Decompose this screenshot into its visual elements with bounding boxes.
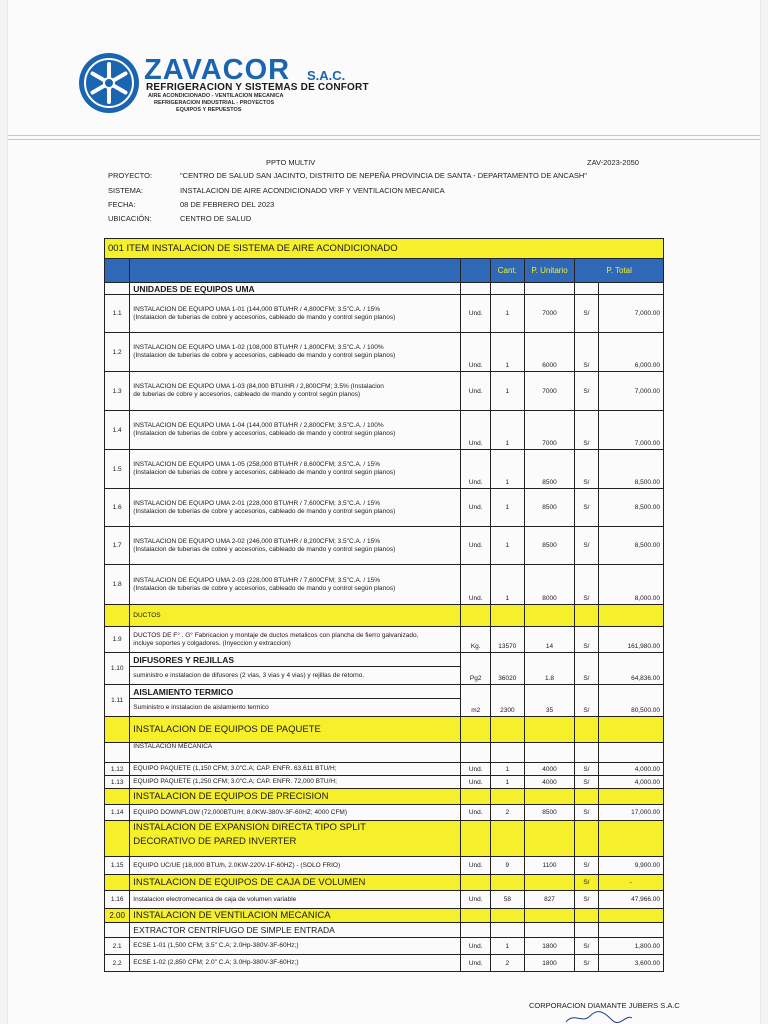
meta-fecha — [108, 200, 274, 209]
brand-subtitle: REFRIGERACION Y SISTEMAS DE CONFORT — [146, 82, 369, 93]
meta-value: 08 DE FEBRERO DEL 2023 — [180, 200, 275, 209]
col-header-unit-price: P. Unitario — [524, 259, 575, 283]
ductos-heading: DUCTOS — [130, 605, 461, 627]
mecanica-label: INSTALACION MECANICA — [130, 743, 461, 763]
table-row: 1.7 INSTALACION DE EQUIPO UMA 2-02 (246,000 BTU/HR / 8,200CFM; 3.5"C.A. / 15% (Instalacion de tuberias de cobre y accesorios, cableado de mando y control según planos) Und. 1 8500 S/ 8,500.00 — [105, 527, 664, 565]
vent-heading: INSTALACION DE VENTILACION MECANICA — [130, 909, 461, 923]
brand-name: ZAVACOR — [144, 54, 291, 86]
column-header-row — [105, 259, 664, 283]
table-row: 2.2 ECSE 1-02 (2,850 CFM; 2.0" C.A; 3.0Hp-380V-3F-60Hz;) Und. 2 1800 S/ 3,600.00 — [105, 955, 664, 972]
subheading-row: 1.10 DIFUSORES Y REJILLAS Pg2 36020 1.8 S/ 64,836.00 — [105, 653, 664, 667]
table-row: Suministro e instalacion de aislamiento termico — [105, 699, 664, 717]
table-row: 1.14 EQUIPO DOWNFLOW (72,000BTU/H; 8.0KW-380V-3F-60HZ; 4000 CFM) Und. 2 8500 S/ 17,000.00 — [105, 805, 664, 821]
header-rule-2 — [8, 139, 760, 140]
brand-line-2: REFRIGERACION INDUSTRIAL - PROYECTOS — [154, 100, 275, 106]
table-row: 1.6 INSTALACION DE EQUIPO UMA 2-01 (228,000 BTU/HR / 7,600CFM; 3.5"C.A. / 15% (Instalacion de tuberias de cobre y accesorios, cableado de mando y control según planos) Und. 1 8500 S/ 8,500.00 — [105, 489, 664, 527]
section-row — [105, 239, 664, 259]
paquete-heading: INSTALACION DE EQUIPOS DE PAQUETE — [130, 717, 461, 743]
meta-value: CENTRO DE SALUD — [180, 214, 252, 223]
brand-suffix: S.A.C. — [307, 68, 346, 83]
table-row: 1.16 Instalacion electromecanica de caja de volumen variable Und. 58 827 S/ 47,966.00 — [105, 891, 664, 909]
footer-company: CORPORACION DIAMANTE JUBERS S.A.C — [529, 1001, 680, 1010]
table-row — [105, 743, 664, 763]
table-row: 1.13 EQUIPO PAQUETE (1,250 CFM; 3.0"C.A; CAP. ENFR. 72,000 BTU/H; Und. 1 4000 S/ 4,000.00 — [105, 776, 664, 789]
doc-title: PPTO MULTIV — [266, 158, 316, 167]
volumen-heading: INSTALACION DE EQUIPOS DE CAJA DE VOLUMEN — [130, 875, 461, 891]
table-row: 1.4 INSTALACION DE EQUIPO UMA 1-04 (144,000 BTU/HR / 2,800CFM; 3.5"C.A. / 100% (Instalacion de tuberias de cobre y accesorios, cableado de mando y control según planos) Und. 1 7000 S/ 7,000.00 — [105, 411, 664, 450]
table-row: 1.15 EQUIPO UC/UE (18,000 BTU/h, 2.0KW-220V-1F-60HZ) - (SOLO FRIO) Und. 9 1100 S/ 9,900.00 — [105, 857, 664, 875]
split-heading: INSTALACION DE EXPANSION DIRECTA TIPO SPLIT DECORATIVO DE PARED INVERTER — [130, 821, 461, 857]
uma-heading: UNIDADES DE EQUIPOS UMA — [130, 283, 461, 295]
meta-label: UBICACIÓN: — [108, 214, 152, 223]
meta-value: "CENTRO DE SALUD SAN JACINTO, DISTRITO DE NEPEÑA PROVINCIA DE SANTA - DEPARTAMENTO DE ANCASH" — [180, 171, 587, 180]
table-row: 1.2 INSTALACION DE EQUIPO UMA 1-02 (108,000 BTU/HR / 1,800CFM; 3.5"C.A. / 100% (Instalacion de tuberias de cobre y accesorios, cableado de mando y control según planos) Und. 1 6000 S/ 6,000.00 — [105, 333, 664, 372]
subheading-row — [105, 717, 664, 743]
doc-code: ZAV-2023-2050 — [587, 158, 639, 167]
header-rule — [8, 135, 760, 136]
difusores-heading: DIFUSORES Y REJILLAS — [130, 653, 461, 667]
section-title: 001 ITEM INSTALACION DE SISTEMA DE AIRE ACONDICIONADO — [105, 239, 664, 259]
aislamiento-heading: AISLAMIENTO TERMICO — [130, 685, 461, 699]
signature-icon — [564, 1010, 634, 1024]
col-header-cant: Cant. — [490, 259, 524, 283]
precision-heading: INSTALACION DE EQUIPOS DE PRECISION — [130, 789, 461, 805]
table-row: 1.1 INSTALACION DE EQUIPO UMA 1-01 (144,000 BTU/HR / 4,800CFM; 3.5"C.A. / 15% (Instalacion de tuberias de cobre y accesorios, cableado de mando y control según planos) Und. 1 7000 S/ 7,000.00 — [105, 295, 664, 333]
budget-table — [104, 238, 664, 972]
brand-line-1: AIRE ACONDICIONADO - VENTILACION MECANICA — [148, 93, 284, 99]
table-row: 1.12 EQUIPO PAQUETE (1,150 CFM; 3.0"C.A; CAP. ENFR. 63,611 BTU/H; Und. 1 4000 S/ 4,000.00 — [105, 763, 664, 776]
meta-proyecto — [108, 171, 587, 180]
meta-label: PROYECTO: — [108, 171, 153, 180]
meta-value: INSTALACION DE AIRE ACONDICIONADO VRF Y VENTILACION MECANICA — [180, 186, 445, 195]
subheading-row: INSTALACION DE EQUIPOS DE CAJA DE VOLUMEN S/ - — [105, 875, 664, 891]
meta-ubicacion — [108, 214, 251, 223]
subheading-row — [105, 283, 664, 295]
meta-label: SISTEMA: — [108, 186, 144, 195]
col-header-total: P. Total — [575, 259, 664, 283]
table-row: 1.3 INSTALACION DE EQUIPO UMA 1-03 (84,000 BTU/HR / 2,800CFM; 3.5% (Instalacion de tuberias de cobre y accesorios, cableado de mando y control según planos) Und. 1 7000 S/ 7,000.00 — [105, 372, 664, 411]
subheading-row — [105, 821, 664, 857]
table-row: 2.1 ECSE 1-01 (1,500 CFM; 3.5" C.A; 2.0Hp-380V-3F-60Hz;) Und. 1 1800 S/ 1,800.00 — [105, 938, 664, 955]
table-row: suministro e instalacion de difusores (2 vias, 3 vias y 4 vias) y rejillas de retorno. — [105, 667, 664, 685]
zavacor-logo-icon — [78, 52, 140, 114]
table-row: 1.8 INSTALACION DE EQUIPO UMA 2-03 (228,000 BTU/HR / 7,600CFM; 3.5"C.A. / 15% (Instalacion de tuberias de cobre y accesorios, cableado de mando y control según planos) Und. 1 8000 S/ 8,000.00 — [105, 565, 664, 605]
table-row: 1.5 INSTALACION DE EQUIPO UMA 1-05 (258,000 BTU/HR / 8,600CFM; 3.5"C.A. / 15% (Instalacion de tuberias de cobre y accesorios, cableado de mando y control según planos) Und. 1 8500 S/ 8,500.00 — [105, 450, 664, 489]
subheading-row — [105, 923, 664, 938]
document-page — [8, 0, 760, 1024]
subheading-row — [105, 789, 664, 805]
brand-line-3: EQUIPOS Y REPUESTOS — [176, 107, 242, 113]
section-row: 2.00 INSTALACION DE VENTILACION MECANICA — [105, 909, 664, 923]
subheading-row: 1.11 AISLAMIENTO TERMICO m2 2300 35 S/ 80,500.00 — [105, 685, 664, 699]
meta-sistema — [108, 186, 445, 195]
extractor-heading: EXTRACTOR CENTRÍFUGO DE SIMPLE ENTRADA — [130, 923, 461, 938]
table-row: 1.9 DUCTOS DE F° . G° Fabricacion y montaje de ductos metalicos con plancha de fierro galvanizado, incluye soportes y colgadores. (Inyeccion y extraccion) Kg. 13570 14 S/ 161,980.00 — [105, 627, 664, 653]
meta-label: FECHA: — [108, 200, 136, 209]
subheading-row — [105, 605, 664, 627]
